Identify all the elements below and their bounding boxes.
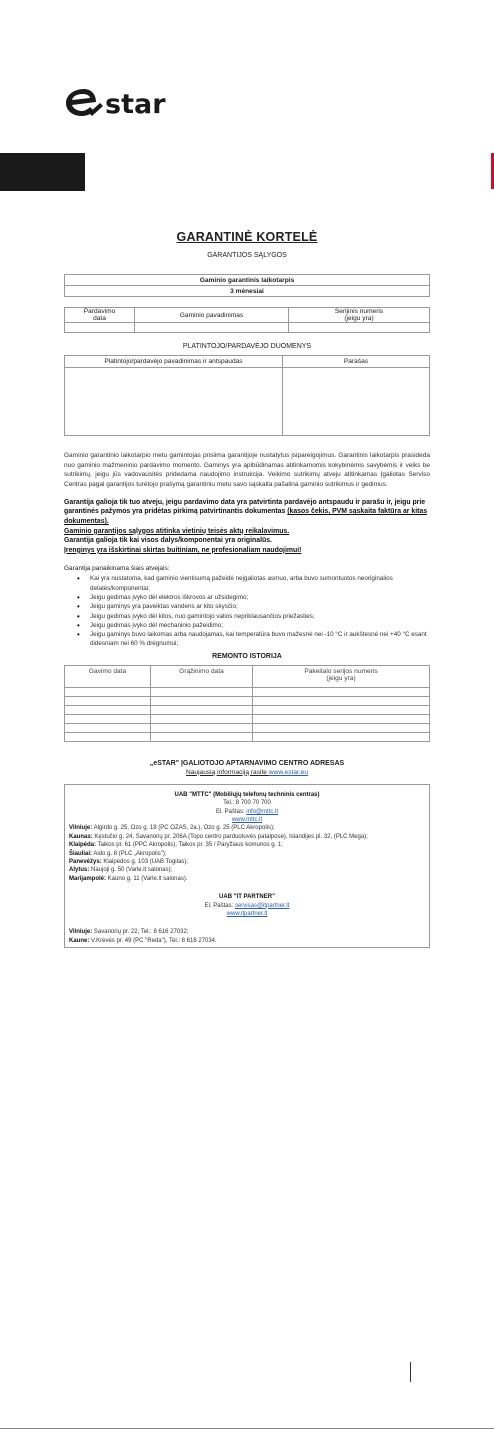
mttc-address <box>69 841 425 849</box>
repair-cell[interactable] <box>65 732 151 741</box>
address-city: Kaune: <box>69 937 90 944</box>
service-subtitle-text: Naujausią informaciją rasite <box>185 768 269 776</box>
col-sale-date <box>65 308 135 323</box>
service-centre-title: „eSTAR" ĮGALIOTOJO APTARNAVIMO CENTRO ADRESAS <box>149 759 345 767</box>
note-validity <box>64 498 430 527</box>
mttc-address <box>69 833 425 841</box>
signature-cell[interactable] <box>283 368 430 436</box>
note-household-use: Įrenginys yra išskirtinai skirtas buitiniam, ne profesionaliam naudojimui! <box>64 546 302 554</box>
col-signature: Parašas <box>283 356 430 368</box>
list-item: • Kai yra nustatoma, kad gaminio vientisumą pažeidė neįgaliotas asmuo, arba buvo sumontuotos neoriginalios detalės/komponentai; <box>77 574 430 593</box>
col-replaced-serial-line1: Pakeitalo serijos numeris <box>304 667 378 675</box>
period-label: Gaminio garantinis laikotarpis <box>65 275 430 286</box>
repair-cell[interactable] <box>253 696 430 705</box>
address-city: Alytus: <box>69 867 90 874</box>
sale-date-cell[interactable] <box>65 323 135 333</box>
repair-cell[interactable] <box>253 687 430 696</box>
col-returned-date: Grąžinimo data <box>151 665 253 687</box>
repair-cell[interactable] <box>151 696 253 705</box>
mttc-web-line <box>69 816 425 824</box>
repair-cell[interactable] <box>151 687 253 696</box>
repair-history-table <box>64 665 430 742</box>
note-local-law: Gaminio garantijos sąlygos atitinka vietinių teisės aktų reikalavimus. <box>64 527 290 535</box>
note-original-parts: Garantija galioja tik kai visos dalys/komponentai yra originalūs. <box>64 537 272 545</box>
service-addresses-box <box>64 784 430 949</box>
address-text: Taikos pr. 61 (PPC Akropolis), Taikos pr. 35 / Paryžiaus komunos g. 1; <box>96 842 283 849</box>
product-name-cell[interactable] <box>135 323 289 333</box>
repair-cell[interactable] <box>65 696 151 705</box>
repair-cell[interactable] <box>253 723 430 732</box>
note-validity-text: Garantija galioja tik tuo atveju, jeigu pardavimo data yra patvirtinta pardavėjo antspaudu ir parašu ir, jeigu prie garantinės pažymos yra pridėtas pirkimą patvirtinantis dokumentas <box>64 498 426 516</box>
list-item: • Jeigu gedimas įvyko dėl kitos, nuo gamintojo valios nepriklausančios priežasties; <box>77 612 430 621</box>
serial-cell[interactable] <box>289 323 430 333</box>
product-table <box>64 307 430 333</box>
address-text: Kęstučio g. 24, Savanorių pr. 206A (Topo centro parduotuvės patalpose), Islandijes pl. 32, (PLC Mega); <box>92 833 368 840</box>
address-text: Naujoji g. 50 (Varle.lt salonas); <box>89 867 173 874</box>
important-notes <box>64 498 430 556</box>
address-city: Panevėžys: <box>69 859 102 865</box>
mttc-address <box>69 866 425 874</box>
address-text: Kauno g. 11 (Varle.lt salonas). <box>106 875 188 882</box>
itpartner-name: UAB "IT PARTNER" <box>219 894 275 901</box>
repair-cell[interactable] <box>151 705 253 714</box>
address-text: V.Krėvės pr. 49 (PC "Reda"), Tel.: 8 616 27034. <box>89 937 217 944</box>
table-row <box>65 696 430 705</box>
address-text: Savanorių pr. 22, Tel.: 8 616 27032; <box>92 929 189 936</box>
table-row <box>65 705 430 714</box>
list-item: • Jeigu gaminys yra paveiktas vandens ar kito skysčio; <box>77 602 430 611</box>
mttc-name: UAB "MTTC" (Mobiliųjų telefonų techninis centras) <box>174 791 320 798</box>
address-city: Vilniuje: <box>69 825 93 832</box>
col-replaced-serial-line2: (jeigu yra) <box>326 674 356 682</box>
col-sale-date-line2: data <box>93 315 106 322</box>
itpartner-web-line <box>69 910 425 918</box>
warranty-card <box>64 230 430 948</box>
repair-section-title: REMONTO ISTORIJA <box>212 652 282 660</box>
repair-cell[interactable] <box>65 714 151 723</box>
mttc-address <box>69 824 425 832</box>
address-text: Algirdo g. 25, Ozo g. 18 (PC OZAS, 2a.), Ozo g. 25 (PLC Akropolis); <box>92 825 275 832</box>
address-city: Marijampolė: <box>69 875 107 882</box>
svg-text:star: star <box>105 89 166 120</box>
col-serial-line1: Serijinis numeris <box>334 308 384 315</box>
col-replaced-serial <box>253 665 430 687</box>
spacer <box>69 918 425 928</box>
table-row <box>65 687 430 696</box>
address-city: Vilniuje: <box>69 929 93 936</box>
col-received-date: Gavimo data <box>65 665 151 687</box>
mttc-email-link[interactable]: info@mttc.lt <box>246 808 279 815</box>
address-text: Aido g. 8 (PLC „Akropolis"); <box>92 850 167 857</box>
estar-logo <box>62 84 182 120</box>
repair-cell[interactable] <box>65 705 151 714</box>
list-item: • Jeigu gedimas įvyko dėl mechaninio pažeidimo; <box>77 621 430 630</box>
repair-cell[interactable] <box>253 714 430 723</box>
address-city: Šiauliai: <box>69 850 93 857</box>
repair-cell[interactable] <box>65 687 151 696</box>
address-city: Kaunas: <box>69 833 93 840</box>
itpartner-email-link[interactable]: servisas@itpartner.lt <box>234 902 290 909</box>
col-sale-date-line1: Pardavimo <box>83 308 116 315</box>
distributor-section-title: PLATINTOJO/PARDAVĖJO DUOMENYS <box>182 343 312 350</box>
spacer <box>69 883 425 893</box>
itpartner-address <box>69 937 425 945</box>
mttc-phone: Tel.: 8 700 70 700 <box>223 800 271 807</box>
col-serial-line2: (jeigu yra) <box>344 315 374 322</box>
repair-cell[interactable] <box>151 723 253 732</box>
table-row <box>65 732 430 741</box>
bottom-rule <box>0 1428 494 1429</box>
header-tab-block <box>0 153 85 191</box>
estar-website-link[interactable]: www.estar.eu <box>268 768 309 776</box>
page-title: GARANTINĖ KORTELĖ <box>176 230 318 244</box>
table-row <box>65 723 430 732</box>
warranty-period-table <box>64 274 430 297</box>
mttc-web-link[interactable]: www.mttc.lt <box>231 816 263 823</box>
col-product-name: Gaminio pavadinimas <box>135 308 289 323</box>
repair-cell[interactable] <box>253 705 430 714</box>
mttc-email-line <box>69 808 425 816</box>
period-value: 3 mėnesiai <box>65 286 430 297</box>
mttc-email-label: El. Paštas: <box>215 808 247 815</box>
conditions-subtitle: GARANTIJOS SĄLYGOS <box>207 252 287 259</box>
itpartner-email-label: El. Paštas: <box>204 902 235 909</box>
list-item: • Jeigu gaminys buvo laikomas arba naudojamas, kai temperatūra buvo mažesnė nei -10 °C ir aukštesnė nei +40 °C esant didesniam nei 60 % drėgnumui; <box>77 630 430 649</box>
service-centre-subtitle <box>64 769 430 776</box>
mttc-address <box>69 850 425 858</box>
repair-cell[interactable] <box>151 732 253 741</box>
void-conditions-list <box>77 574 430 648</box>
col-serial <box>289 308 430 323</box>
itpartner-email-line <box>69 902 425 910</box>
list-item: • Jeigu gedimas įvyko dėl elektros iškrovos ar užsidegimo; <box>77 593 430 602</box>
mttc-address <box>69 858 425 866</box>
itpartner-address <box>69 928 425 936</box>
distributor-table <box>64 355 430 436</box>
distributor-stamp-cell[interactable] <box>65 368 283 436</box>
repair-cell[interactable] <box>253 732 430 741</box>
address-city: Klaipėda: <box>69 842 97 849</box>
void-conditions-intro: Garantija panaikinama šiais atvejais: <box>64 565 170 573</box>
repair-cell[interactable] <box>65 723 151 732</box>
note-validity-docs: (kasos čekis, PVM sąskaita faktūra ar kitas dokumentas). <box>64 508 428 525</box>
col-distributor-name: Platintojo/pardavėjo pavadinimas ir antspaudas <box>65 356 283 368</box>
itpartner-web-link[interactable]: www.itpartner.lt <box>226 911 268 918</box>
mttc-address <box>69 875 425 883</box>
repair-cell[interactable] <box>151 714 253 723</box>
address-text: Klaipėdos g. 103 (UAB Togilas); <box>101 859 188 865</box>
page-separator-line <box>410 1362 411 1382</box>
table-row <box>65 714 430 723</box>
warranty-description: Gaminio garantinio laikotarpio metu gamintojas prisiima garantijoje nustatytus įsipareigojimus. Garantinis laikotarpis prasideda nuo gaminio mažmeninio pardavimo momento. Gaminys yra apibūdinamas atitinkamomis kokybinėmis savybėmis ir veiks be sutrikimų, jeigu jūs vadovausitės pridedama naudojimo instrukcija. Veikimo sutrikimų atveju atitinkamas Įgaliotas Serviso Centras pagal garantijos turėtojo prašymą garantiniu metu savo sąskaita pašalina gaminio sutrikimus ir gedimus. <box>64 452 430 489</box>
